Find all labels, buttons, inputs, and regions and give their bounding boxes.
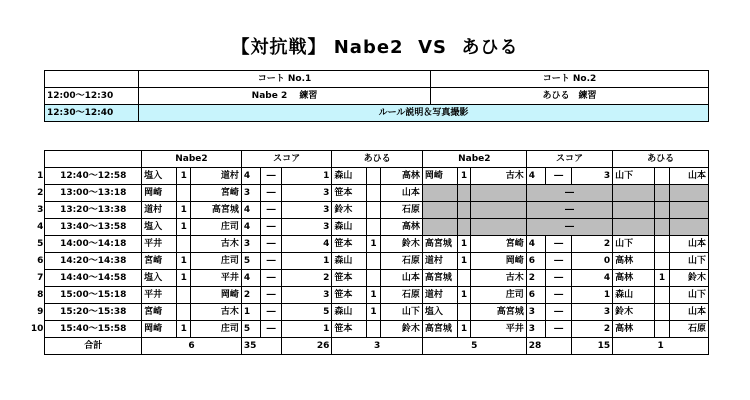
empty-cell [655,219,669,236]
team-header-cell: あひる [332,151,423,168]
score-cell: 4 [241,270,261,287]
team-header-cell: Nabe2 [142,151,242,168]
results-header-row [14,151,709,168]
player-cell: 鈴木 [380,321,422,338]
player-cell: 庄司 [191,321,241,338]
empty-cell [669,202,708,219]
player-cell: 森山 [332,219,367,236]
total-label: 合計 [45,338,142,355]
table-row [14,287,709,304]
total-score-cell: 28 [526,338,571,355]
point-cell [367,270,380,287]
score-dash: ― [546,287,572,304]
schedule-table [44,70,709,122]
time-cell: 12:40～12:58 [45,168,142,185]
total-points-cell: 3 [332,338,423,355]
total-score-cell: 35 [241,338,281,355]
table-row [14,168,709,185]
score-cell: 3 [241,236,261,253]
player-cell: 古木 [471,168,527,185]
score-cell: 4 [526,236,546,253]
player-cell: 平井 [142,287,177,304]
score-cell: 3 [281,202,331,219]
court1-header: コート No.1 [139,71,431,88]
point-cell: 1 [655,270,669,287]
point-cell: 1 [367,304,380,321]
player-cell: 岡崎 [142,185,177,202]
player-cell: 山下 [669,253,708,270]
player-cell: 森山 [613,287,655,304]
score-cell: 3 [526,321,546,338]
score-cell: 3 [241,185,261,202]
point-cell [655,253,669,270]
player-cell: 高林 [380,168,422,185]
empty-cell [45,71,139,88]
player-cell: 石原 [380,287,422,304]
score-dash: ― [261,185,282,202]
time-cell: 14:20～14:38 [45,253,142,270]
player-cell: 平井 [191,270,241,287]
empty-cell [613,185,655,202]
score-cell: 3 [526,304,546,321]
player-cell: 鈴木 [380,236,422,253]
player-cell: 宮崎 [471,236,527,253]
score-cell: 5 [241,321,261,338]
player-cell: 高宮城 [422,321,457,338]
point-cell [457,304,470,321]
schedule-row [45,105,709,122]
score-cell: 2 [526,270,546,287]
player-cell: 山本 [669,236,708,253]
empty-cell [422,185,457,202]
player-cell: 高宮城 [422,236,457,253]
player-cell: 塩入 [142,219,177,236]
score-cell: 5 [281,304,331,321]
point-cell: 1 [177,270,191,287]
time-cell: 14:00～14:18 [45,236,142,253]
court1-cell: Nabe 2 練習 [139,88,431,105]
results-body [14,151,709,355]
table-row [14,202,709,219]
point-cell [655,168,669,185]
score-dash: ― [526,219,612,236]
table-row [14,253,709,270]
empty-cell [457,185,470,202]
score-cell: 0 [572,253,613,270]
score-dash: ― [546,321,572,338]
time-header-cell [45,151,142,168]
player-cell: 山下 [613,236,655,253]
empty-cell [613,219,655,236]
player-cell: 石原 [380,253,422,270]
score-dash: ― [261,253,282,270]
table-row [14,321,709,338]
player-cell: 鈴木 [332,202,367,219]
empty-cell [655,185,669,202]
table-row [14,185,709,202]
point-cell: 1 [457,287,470,304]
player-cell: 宮崎 [142,253,177,270]
point-cell [655,287,669,304]
point-cell: 1 [177,219,191,236]
player-cell: 笹本 [332,287,367,304]
score-dash: ― [546,236,572,253]
score-cell: 4 [572,270,613,287]
score-dash: ― [546,253,572,270]
time-cell: 13:40～13:58 [45,219,142,236]
player-cell: 塩入 [142,270,177,287]
score-cell: 3 [572,168,613,185]
player-cell: 石原 [380,202,422,219]
point-cell: 1 [177,202,191,219]
score-cell: 1 [281,168,331,185]
time-cell: 15:00～15:18 [45,287,142,304]
point-cell: 1 [177,321,191,338]
time-cell: 15:40～15:58 [45,321,142,338]
player-cell: 山本 [380,185,422,202]
player-cell: 道村 [422,287,457,304]
score-cell: 2 [572,321,613,338]
player-cell: 平井 [471,321,527,338]
table-row [14,236,709,253]
score-cell: 4 [281,236,331,253]
point-cell: 1 [177,253,191,270]
score-cell: 2 [572,236,613,253]
time-cell: 15:20～15:38 [45,304,142,321]
point-cell [177,185,191,202]
point-cell [367,253,380,270]
player-cell: 岡崎 [191,287,241,304]
player-cell: 山本 [669,168,708,185]
point-cell [367,168,380,185]
point-cell [457,270,470,287]
point-cell: 1 [457,236,470,253]
time-cell: 13:00～13:18 [45,185,142,202]
rules-cell: ルール説明＆写真撮影 [139,105,709,122]
point-cell [177,304,191,321]
player-cell: 庄司 [471,287,527,304]
score-dash: ― [261,321,282,338]
player-cell: 山本 [669,304,708,321]
score-cell: 1 [281,253,331,270]
row-number-cell: 10 [30,324,44,334]
score-dash: ― [261,236,282,253]
score-cell: 1 [281,321,331,338]
player-cell: 道村 [422,253,457,270]
row-number-cell: 6 [37,256,44,266]
row-number-cell: 2 [37,188,44,198]
schedule-row [45,88,709,105]
player-cell: 岡崎 [471,253,527,270]
point-cell: 1 [367,236,380,253]
score-dash: ― [526,202,612,219]
empty-cell [457,202,470,219]
player-cell: 石原 [669,321,708,338]
score-dash: ― [546,304,572,321]
score-dash: ― [546,270,572,287]
score-cell: 1 [572,287,613,304]
score-cell: 4 [526,168,546,185]
player-cell: 道村 [191,168,241,185]
score-dash: ― [526,185,612,202]
court2-cell: あひる 練習 [431,88,709,105]
player-cell: 山本 [380,270,422,287]
point-cell [655,321,669,338]
player-cell: 笹本 [332,236,367,253]
player-cell: 高林 [380,219,422,236]
player-cell: 岡崎 [142,321,177,338]
point-cell [655,304,669,321]
player-cell: 古木 [191,236,241,253]
row-number-cell: 1 [37,171,44,181]
player-cell: 道村 [142,202,177,219]
point-cell [367,219,380,236]
score-cell: 4 [241,202,261,219]
player-cell: 塩入 [142,168,177,185]
score-dash: ― [261,287,282,304]
score-cell: 2 [281,270,331,287]
player-cell: 鈴木 [613,304,655,321]
player-cell: 笹本 [332,185,367,202]
time-cell: 13:20～13:38 [45,202,142,219]
total-score-cell: 26 [281,338,331,355]
point-cell [655,236,669,253]
score-dash: ― [261,168,282,185]
player-cell: 笹本 [332,321,367,338]
score-dash: ― [261,202,282,219]
score-cell: 3 [281,219,331,236]
point-cell [367,185,380,202]
results-table [14,150,709,355]
player-cell: 高林 [613,253,655,270]
player-cell: 古木 [191,304,241,321]
time-cell: 12:00～12:30 [45,88,139,105]
score-dash: ― [261,304,282,321]
player-cell: 古木 [471,270,527,287]
point-cell: 1 [457,168,470,185]
player-cell: 平井 [142,236,177,253]
empty-cell [471,185,527,202]
empty-cell [471,219,527,236]
point-cell [177,287,191,304]
team-header-cell: あひる [613,151,709,168]
player-cell: 森山 [332,253,367,270]
row-number-cell: 5 [37,239,44,249]
team-header-cell: スコア [526,151,612,168]
empty-cell [422,202,457,219]
table-row [14,219,709,236]
point-cell: 1 [457,321,470,338]
score-cell: 6 [526,287,546,304]
player-cell: 鈴木 [669,270,708,287]
total-points-cell: 5 [422,338,526,355]
total-row [14,338,709,355]
player-cell: 岡崎 [422,168,457,185]
empty-cell [655,202,669,219]
empty-cell [669,185,708,202]
score-dash: ― [546,168,572,185]
score-cell: 5 [241,253,261,270]
score-cell: 3 [281,185,331,202]
player-cell: 高林 [613,321,655,338]
player-cell: 高宮城 [471,304,527,321]
empty-cell [613,202,655,219]
court2-header: コート No.2 [431,71,709,88]
score-cell: 4 [241,168,261,185]
row-number-cell: 4 [37,222,44,232]
point-cell [367,202,380,219]
empty-cell [669,219,708,236]
score-dash: ― [261,219,282,236]
score-cell: 1 [241,304,261,321]
player-cell: 高宮城 [422,270,457,287]
score-cell: 4 [241,219,261,236]
score-cell: 3 [281,287,331,304]
player-cell: 山下 [613,168,655,185]
player-cell: 森山 [332,168,367,185]
player-cell: 宮崎 [142,304,177,321]
row-number-cell: 3 [37,205,44,215]
point-cell: 1 [457,253,470,270]
time-cell: 14:40～14:58 [45,270,142,287]
player-cell: 森山 [332,304,367,321]
empty-cell [471,202,527,219]
player-cell: 庄司 [191,253,241,270]
table-row [14,304,709,321]
total-points-cell: 1 [613,338,709,355]
row-number-cell: 9 [37,307,44,317]
team-header-cell: Nabe2 [422,151,526,168]
player-cell: 笹本 [332,270,367,287]
schedule-header-row [45,71,709,88]
empty-cell [422,219,457,236]
point-cell [367,321,380,338]
row-number-cell: 8 [37,290,44,300]
score-cell: 2 [241,287,261,304]
player-cell: 高宮城 [191,202,241,219]
player-cell: 高林 [613,270,655,287]
point-cell [177,236,191,253]
empty-cell [457,219,470,236]
team-header-cell: スコア [241,151,332,168]
player-cell: 山下 [380,304,422,321]
time-cell: 12:30～12:40 [45,105,139,122]
total-points-cell: 6 [142,338,242,355]
player-cell: 宮崎 [191,185,241,202]
row-number-cell: 7 [37,273,44,283]
player-cell: 塩入 [422,304,457,321]
row-number-cell [14,338,45,355]
player-cell: 庄司 [191,219,241,236]
score-cell: 6 [526,253,546,270]
point-cell: 1 [367,287,380,304]
score-dash: ― [261,270,282,287]
score-cell: 3 [572,304,613,321]
point-cell: 1 [177,168,191,185]
total-score-cell: 15 [572,338,613,355]
table-row [14,270,709,287]
page-title: 【対抗戦】 Nabe2 VS あひる [231,37,519,58]
row-number-cell [14,151,45,168]
player-cell: 山下 [669,287,708,304]
